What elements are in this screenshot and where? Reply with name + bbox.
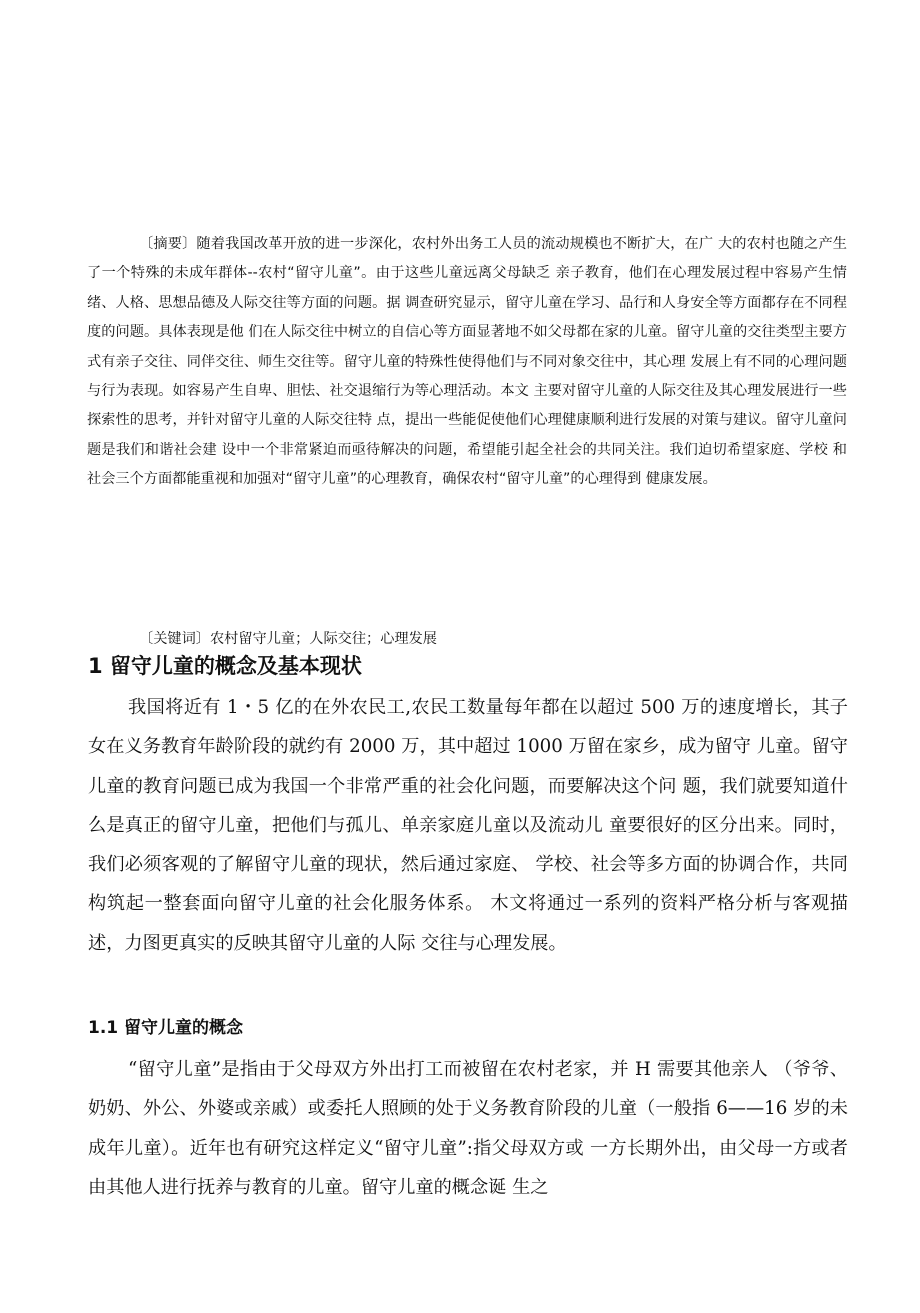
keywords-line: 〔关键词〕农村留守儿童；人际交往；心理发展 (139, 631, 437, 647)
section-1-paragraph: 我国将近有 1・5 亿的在外农民工,农民工数量每年都在以超过 500 万的速度增长，其子女在义务教育年龄阶段的就约有 2000 万，其中超过 1000 万留在家乡，成为留守 儿童。留守儿童的教育问题已成为我国一个非常严重的社会化问题，而要解决这个问 题，我们就要知道什么是真正的留守儿童，把他们与孤儿、单亲家庭儿童以及流动儿 童要很好的区分出来。同时，我们必须客观的了解留守儿童的现状，然后通过家庭、 学校、社会等多方面的协调合作，共同构筑起一整套面向留守儿童的社会化服务体系。 木文将通过一系列的资料严格分析与客观描述，力图更真实的反映其留守儿童的人际 交往与心理发展。 (88, 697, 848, 954)
section-heading-1: 1 留守儿童的概念及基本现状 (88, 654, 362, 678)
section-1-1-paragraph: “留守儿童”是指由于父母双方外出打工而被留在农村老家，并 H 需要其他亲人 （爷爷、奶奶、外公、外婆或亲戚）或委托人照顾的处于义务教育阶段的儿童（一般指 6——16 岁的未成年儿童）。近年也有研究这样定义“留守儿童”:指父母双方或 一方长期外出，由父母一方或者由其他人进行抚养与教育的儿童。留守儿童的概念诞 生之 (88, 1059, 848, 1198)
section-heading-1-1: 1.1 留守儿童的概念 (88, 1018, 244, 1038)
abstract-paragraph: 〔摘要〕随着我国改革开放的进一步深化，农村外出务工人员的流动规模也不断扩大，在广 大的农村也随之产生了一个特殊的未成年群体--农村“留守儿童”。由于这些儿童远离父母缺乏 亲子教育，他们在心理发展过程中容易产生情绪、人格、思想品德及人际交往等方面的问题。据 调查研究显示，留守儿童在学习、品行和人身安全等方面都存在不同程度的问题。具体表现是他 们在人际交往中树立的自信心等方面显著地不如父母都在家的儿童。留守儿童的交往类型主要方 式有亲子交往、同伴交往、师生交往等。留守儿童的特殊性使得他们与不同对象交往中，其心理 发展上有不同的心理问题与行为表现。如容易产生自卑、胆怯、社交退缩行为等心理活动。本文 主要对留守儿童的人际交往及其心理发展进行一些探索性的思考，并针对留守儿童的人际交往特 点，提出一些能促使他们心理健康顺利进行发展的对策与建议。留守儿童问题是我们和谐社会建 设中一个非常紧迫而亟待解决的问题，希望能引起全社会的共同关注。我们迫切希望家庭、学校 和社会三个方面都能重视和加强对“留守儿童”的心理教育，确保农村“留守儿童”的心理得到 健康发展。 (87, 236, 847, 488)
